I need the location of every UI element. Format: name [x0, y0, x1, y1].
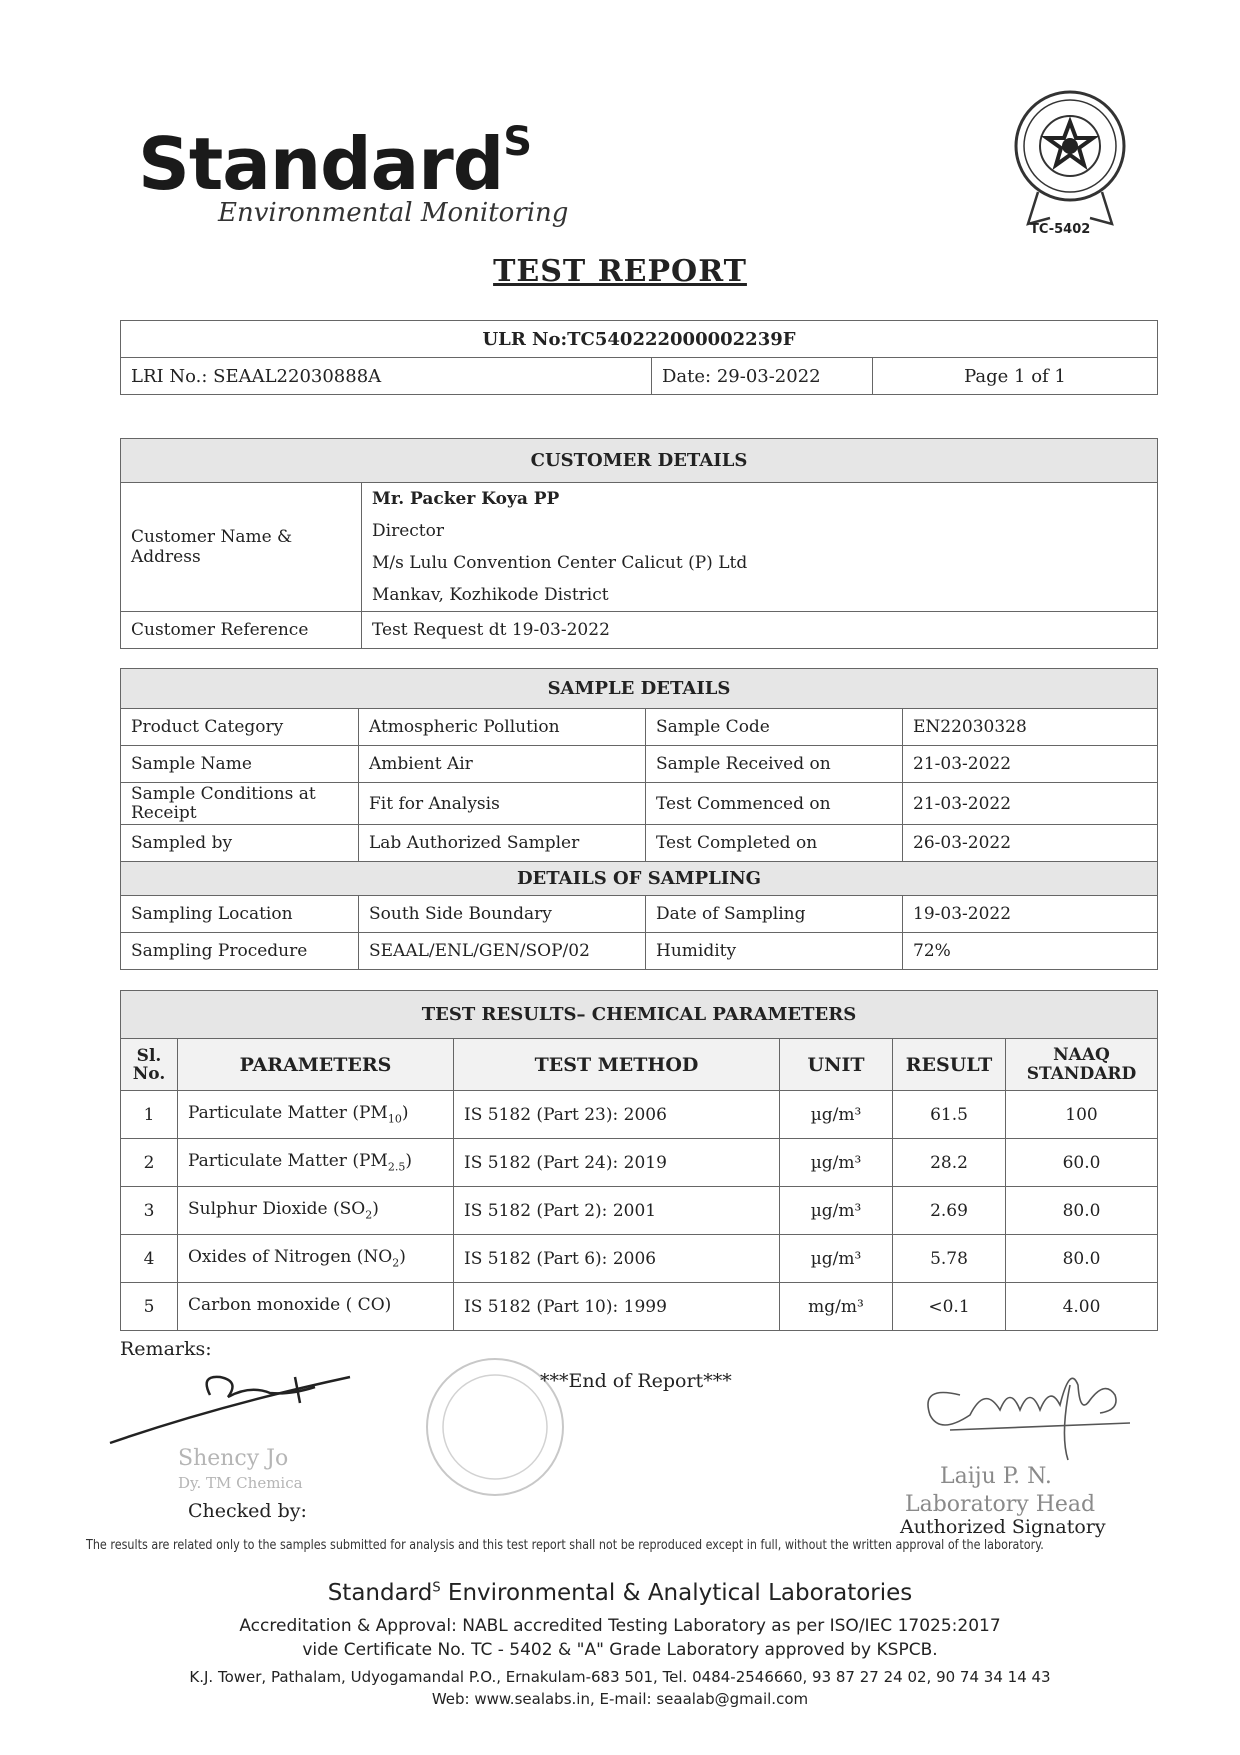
customer-location: Mankav, Kozhikode District [372, 585, 609, 605]
cell-result: 5.78 [893, 1235, 1006, 1283]
sampling-label: Humidity [646, 933, 903, 970]
cell-sl: 1 [121, 1091, 178, 1139]
logo-tagline: Environmental Monitoring [218, 198, 569, 228]
sample-details-table [120, 668, 1158, 970]
col-result: RESULT [893, 1039, 1006, 1091]
footer-certificate: vide Certificate No. TC - 5402 & "A" Grade Laboratory approved by KSPCB. [302, 1640, 938, 1660]
cell-parameter: Oxides of Nitrogen $(NO_2)$ [178, 1235, 454, 1283]
cell-method: IS 5182 (Part 6): 2006 [454, 1235, 780, 1283]
sample-value: 21-03-2022 [903, 783, 1158, 825]
sample-label: Sample Code [646, 709, 903, 746]
footer-contact: Web: www.sealabs.in, E-mail: seaalab@gmail.com [431, 1690, 809, 1708]
ulr-number: ULR No:TC540222000002239F [121, 321, 1158, 358]
cell-standard: 80.0 [1006, 1187, 1158, 1235]
cell-result: 61.5 [893, 1091, 1006, 1139]
end-of-report: ***End of Report*** [540, 1370, 732, 1392]
signatory-role: Laboratory Head [905, 1492, 1096, 1517]
company-logo [138, 119, 569, 228]
lri-number: LRI No.: SEAAL22030888A [121, 358, 652, 395]
checker-signature-icon [100, 1365, 360, 1455]
page-title: TEST REPORT [493, 254, 747, 289]
cell-unit: µg/m³ [780, 1235, 893, 1283]
cell-unit: µg/m³ [780, 1187, 893, 1235]
sample-label: Test Commenced on [646, 783, 903, 825]
customer-details-heading: CUSTOMER DETAILS [121, 439, 1158, 483]
sampling-value: South Side Boundary [359, 896, 646, 933]
col-sl: Sl. No. [121, 1039, 178, 1091]
cell-result: 2.69 [893, 1187, 1006, 1235]
sample-label: Sample Name [121, 746, 359, 783]
cell-standard: 100 [1006, 1091, 1158, 1139]
footer-lab-name: Standard$^S$ Environmental & Analytical Laboratories [327, 1580, 913, 1606]
table-row [121, 1139, 1158, 1187]
customer-designation: Director [372, 521, 444, 541]
sample-label: Sampled by [121, 825, 359, 862]
col-unit: UNIT [780, 1039, 893, 1091]
sample-value: Lab Authorized Sampler [359, 825, 646, 862]
sample-value: Fit for Analysis [359, 783, 646, 825]
logo-text: Standard [138, 122, 504, 206]
signatory-name: Laiju P. N. [940, 1464, 1052, 1489]
customer-details-table [120, 438, 1158, 649]
cell-sl: 3 [121, 1187, 178, 1235]
cell-method: IS 5182 (Part 24): 2019 [454, 1139, 780, 1187]
table-row [121, 1283, 1158, 1331]
cell-unit: µg/m³ [780, 1091, 893, 1139]
sample-details-heading: SAMPLE DETAILS [121, 669, 1158, 709]
sampling-value: 72% [903, 933, 1158, 970]
test-results-table [120, 990, 1158, 1331]
col-naaq-standard: NAAQ STANDARD [1006, 1039, 1158, 1091]
cell-unit: mg/m³ [780, 1283, 893, 1331]
sampling-label: Date of Sampling [646, 896, 903, 933]
cell-method: IS 5182 (Part 23): 2006 [454, 1091, 780, 1139]
customer-reference-value: Test Request dt 19-03-2022 [362, 612, 1158, 649]
logo-superscript: S [503, 119, 532, 165]
cell-parameter: Carbon monoxide ( CO) [178, 1283, 454, 1331]
footer-accreditation: Accreditation & Approval: NABL accredited Testing Laboratory as per ISO/IEC 17025:2017 [239, 1616, 1001, 1636]
sampling-label: Sampling Location [121, 896, 359, 933]
sample-label: Test Completed on [646, 825, 903, 862]
test-results-heading: TEST RESULTS– CHEMICAL PARAMETERS [121, 991, 1158, 1039]
customer-reference-label: Customer Reference [121, 612, 362, 649]
cell-standard: 4.00 [1006, 1283, 1158, 1331]
sample-value: Atmospheric Pollution [359, 709, 646, 746]
table-row [121, 1091, 1158, 1139]
footer-address: K.J. Tower, Pathalam, Udyogamandal P.O., Ernakulam-683 501, Tel. 0484-2546660, 93 87 27 24 02, 90 74 34 14 43 [189, 1668, 1051, 1686]
cell-unit: µg/m³ [780, 1139, 893, 1187]
page-indicator: Page 1 of 1 [873, 358, 1158, 395]
sampling-details-heading: DETAILS OF SAMPLING [121, 862, 1158, 896]
sampling-label: Sampling Procedure [121, 933, 359, 970]
authorized-signatory-label: Authorized Signatory [900, 1516, 1106, 1538]
sample-label: Product Category [121, 709, 359, 746]
remarks-label: Remarks: [120, 1338, 212, 1360]
report-date: Date: 29-03-2022 [652, 358, 873, 395]
table-row [121, 1187, 1158, 1235]
checked-by-label: Checked by: [188, 1500, 307, 1522]
customer-name-label: Customer Name & Address [121, 483, 362, 612]
checker-role: Dy. TM Chemica [178, 1474, 303, 1492]
cell-result: 28.2 [893, 1139, 1006, 1187]
cell-standard: 80.0 [1006, 1235, 1158, 1283]
report-header-table [120, 320, 1158, 395]
cell-parameter: Particulate Matter $(PM_{2.5})$ [178, 1139, 454, 1187]
cell-parameter: Particulate Matter $(PM_{10})$ [178, 1091, 454, 1139]
sample-label: Sample Conditions at Receipt [121, 783, 359, 825]
cell-sl: 5 [121, 1283, 178, 1331]
customer-name: Mr. Packer Koya PP [372, 489, 560, 509]
checker-name: Shency Jo [178, 1446, 289, 1471]
cell-method: IS 5182 (Part 10): 1999 [454, 1283, 780, 1331]
cell-result: <0.1 [893, 1283, 1006, 1331]
sample-value: 21-03-2022 [903, 746, 1158, 783]
sample-label: Sample Received on [646, 746, 903, 783]
cell-method: IS 5182 (Part 2): 2001 [454, 1187, 780, 1235]
sample-value: EN22030328 [903, 709, 1158, 746]
seal-code: TC-5402 [1030, 222, 1091, 237]
sample-value: Ambient Air [359, 746, 646, 783]
sampling-value: SEAAL/ENL/GEN/SOP/02 [359, 933, 646, 970]
cell-sl: 4 [121, 1235, 178, 1283]
signatory-signature-icon [910, 1355, 1140, 1465]
accreditation-seal-icon [1010, 88, 1130, 238]
disclaimer: The results are related only to the samples submitted for analysis and this test report shall not be reproduced except in full, without the written approval of the laboratory. [86, 1538, 1044, 1553]
table-row [121, 1235, 1158, 1283]
col-parameters: PARAMETERS [178, 1039, 454, 1091]
sampling-value: 19-03-2022 [903, 896, 1158, 933]
cell-sl: 2 [121, 1139, 178, 1187]
cell-parameter: Sulphur Dioxide $(SO_2)$ [178, 1187, 454, 1235]
col-test-method: TEST METHOD [454, 1039, 780, 1091]
customer-company: M/s Lulu Convention Center Calicut (P) Ltd [372, 553, 748, 573]
sample-value: 26-03-2022 [903, 825, 1158, 862]
cell-standard: 60.0 [1006, 1139, 1158, 1187]
